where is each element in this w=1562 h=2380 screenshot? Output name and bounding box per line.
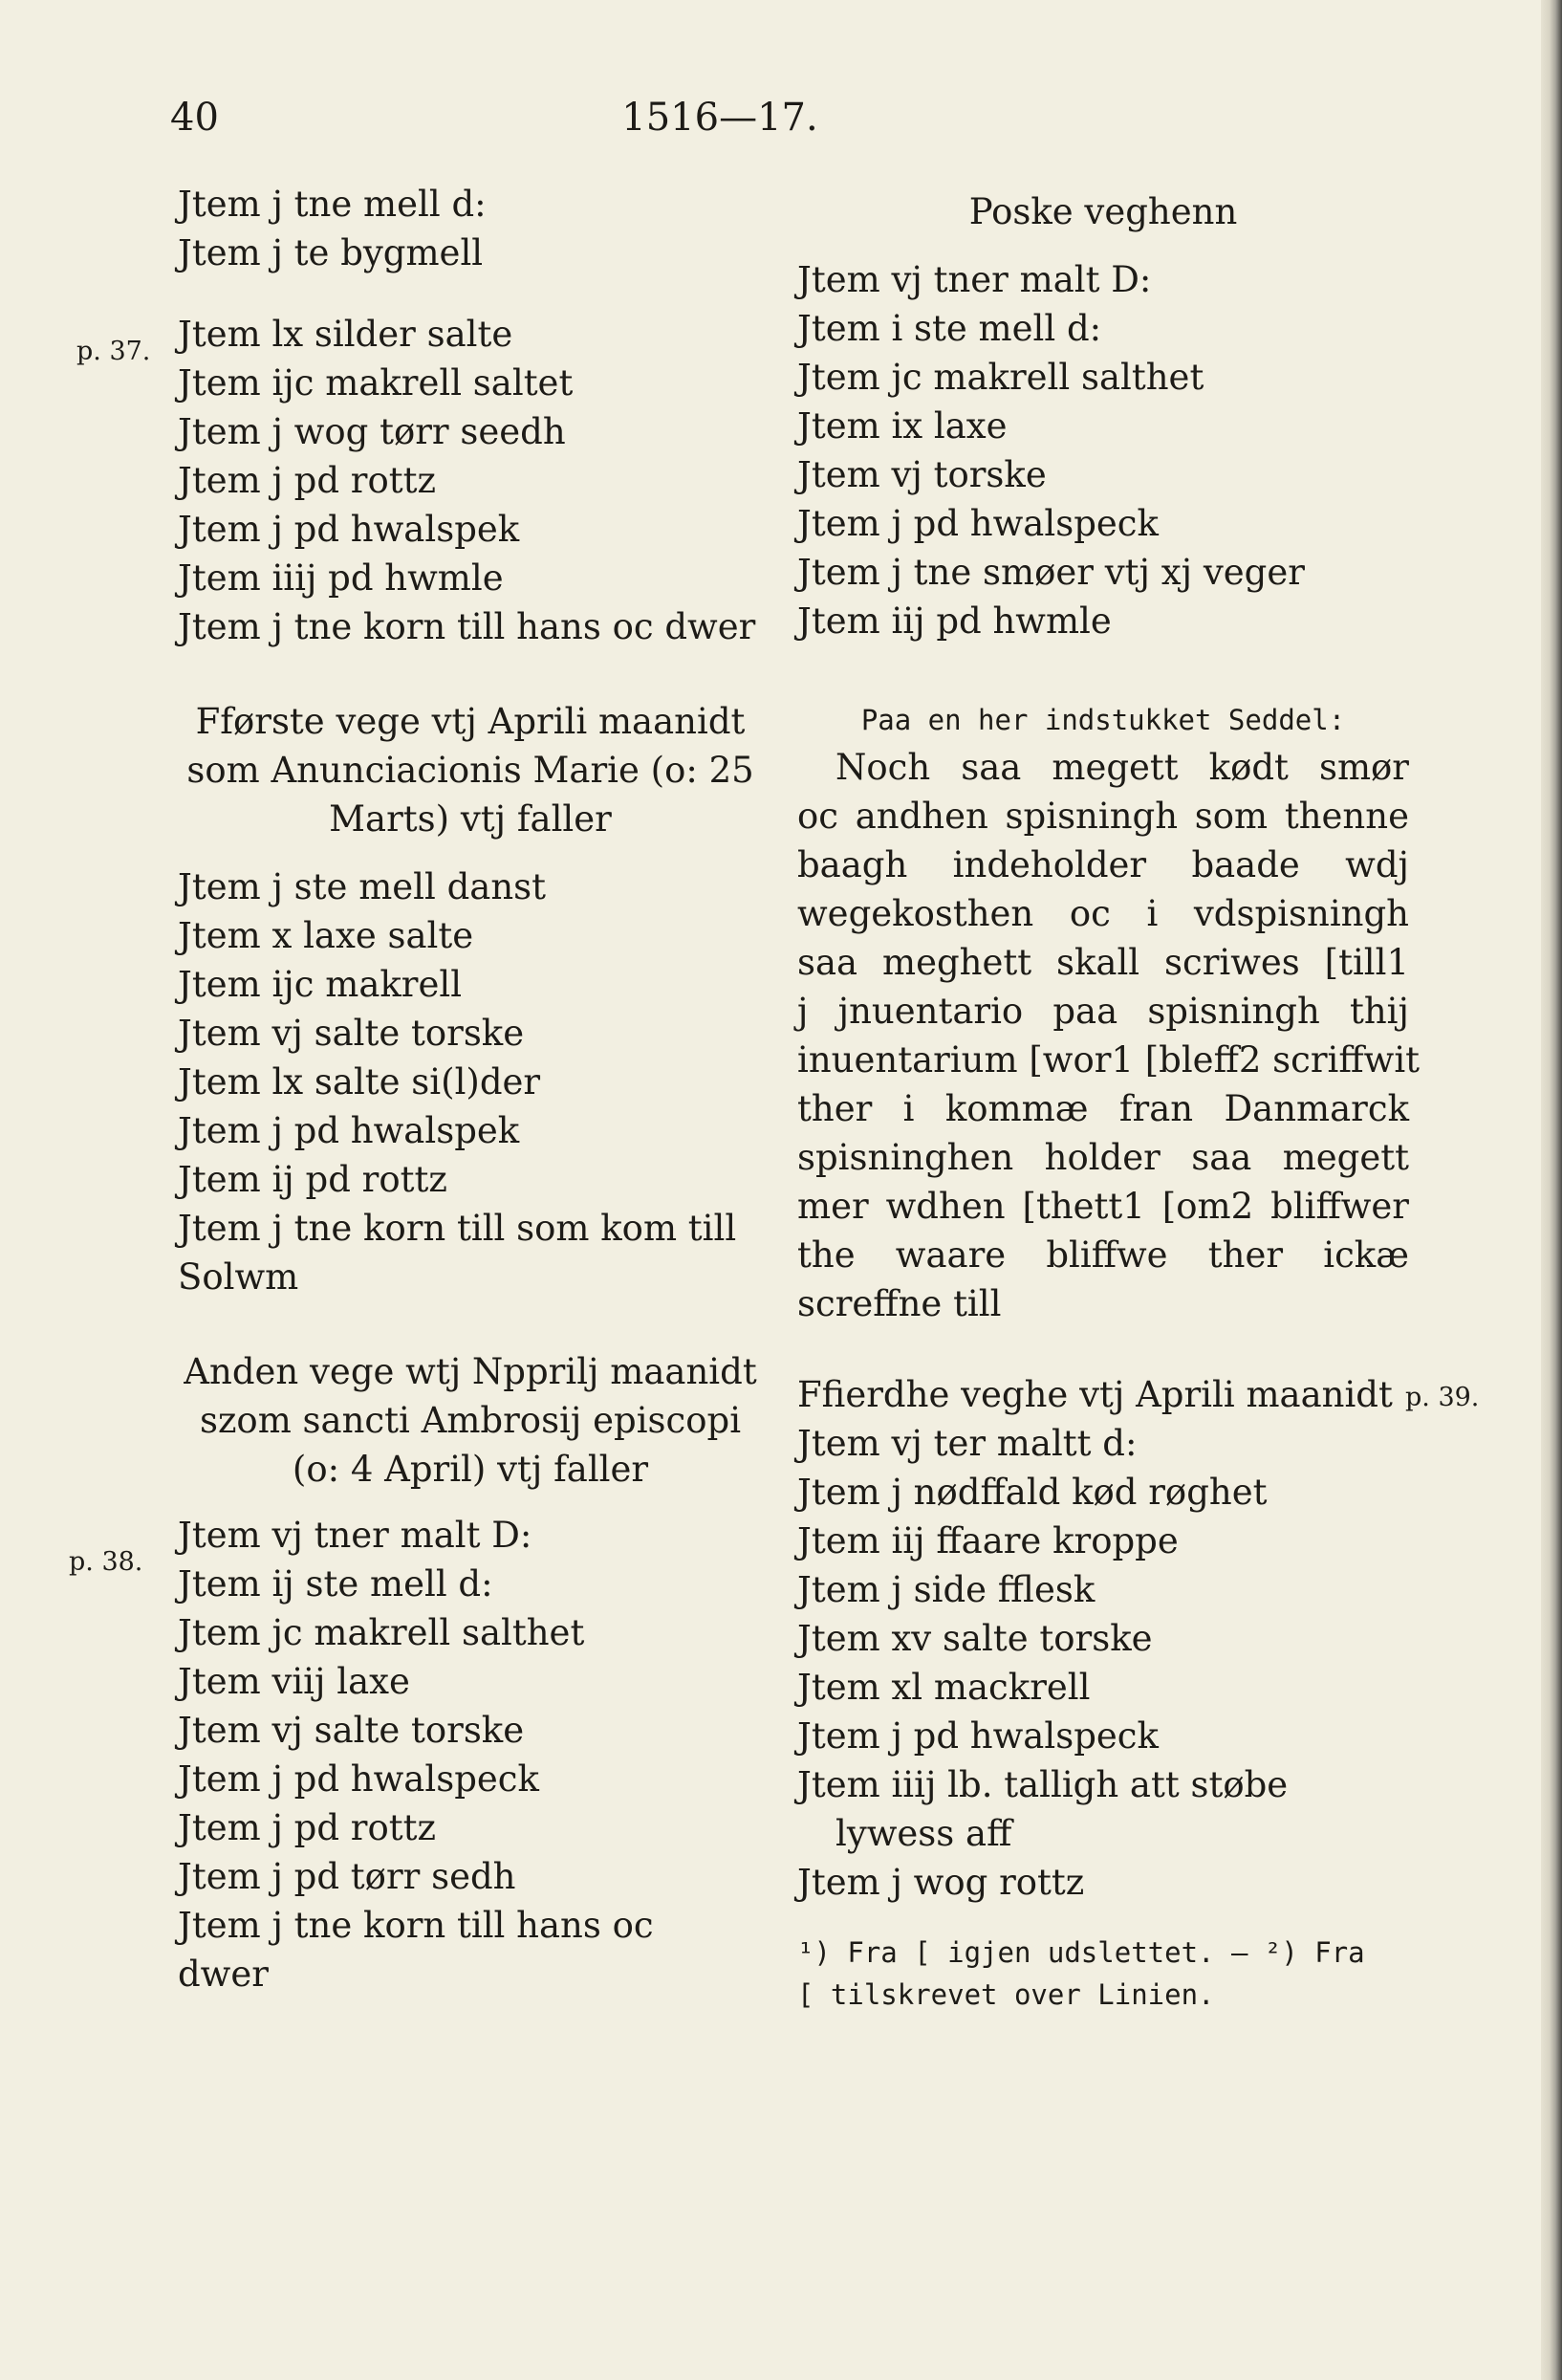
entry-line: dwer xyxy=(178,1954,269,1995)
heading-line: Fførste vege vtj Aprili maanidt xyxy=(195,701,746,742)
entry-line: Jtem jc makrell salthet xyxy=(797,357,1204,398)
entry-line: Jtem jc makrell salthet xyxy=(178,1612,585,1653)
week1-heading xyxy=(178,697,763,843)
entry-line: Jtem j pd rottz xyxy=(178,1807,437,1848)
entry-line: Jtem ix laxe xyxy=(797,405,1008,447)
entry-line: Jtem vj salte torske xyxy=(178,1013,525,1054)
note-line: the waare bliffwe ther ickæ xyxy=(797,1234,1409,1276)
entry-line: Jtem lx silder salte xyxy=(178,314,513,355)
entry-line: Jtem j pd tørr sedh xyxy=(178,1856,516,1897)
entry-line: Jtem j tne korn till hans oc xyxy=(178,1905,654,1946)
footnote-line: [ tilskrevet over Linien. xyxy=(797,1978,1215,2011)
week4-heading: Ffierdhe veghe vtj Aprili maanidt xyxy=(797,1374,1393,1415)
entry-line: Jtem iiij lb. talligh att støbe xyxy=(797,1764,1289,1805)
inserted-note xyxy=(797,743,1421,1328)
entry-line: Jtem vj ter maltt d: xyxy=(797,1423,1138,1464)
week4-entries xyxy=(797,1419,1409,1907)
margin-note-p37: p. 37. xyxy=(76,337,151,366)
entry-line: Jtem xl mackrell xyxy=(797,1667,1091,1708)
entry-line: Jtem j nødffald kød røghet xyxy=(797,1472,1268,1513)
page-header-years: 1516—17. xyxy=(621,96,818,140)
entry-line: Jtem lx salte si(l)der xyxy=(178,1061,541,1103)
entry-line: lywess aff xyxy=(835,1813,1012,1854)
page-number: 40 xyxy=(170,96,219,140)
note-line: j jnuentario paa spisningh thij xyxy=(797,991,1409,1032)
margin-note-p39: p. 39. xyxy=(1405,1383,1480,1412)
entry-line: Jtem iij pd hwmle xyxy=(797,600,1112,642)
poske-title: Poske veghenn xyxy=(968,191,1238,232)
poske-entries xyxy=(797,255,1409,645)
entry-line: Jtem i ste mell d: xyxy=(797,308,1102,349)
footnotes xyxy=(797,1932,1409,2016)
entry-line: Jtem j wog rottz xyxy=(797,1862,1085,1903)
top-entries xyxy=(178,180,763,277)
entry-line: Jtem x laxe salte xyxy=(178,915,474,956)
entry-line: Solwm xyxy=(178,1256,299,1298)
entry-line: Jtem j pd hwalspek xyxy=(178,509,520,550)
entry-line: Jtem xv salte torske xyxy=(797,1618,1153,1659)
note-line: wegekosthen oc i vdspisningh xyxy=(797,893,1409,934)
entry-line: Jtem j pd hwalspeck xyxy=(178,1758,539,1800)
entry-line: Jtem j tne korn till som kom till xyxy=(178,1208,737,1249)
entry-line: Jtem j pd hwalspek xyxy=(178,1110,520,1151)
entry-line: Jtem j pd hwalspeck xyxy=(797,503,1159,544)
note-intro: Paa en her indstukket Seddel: xyxy=(860,704,1346,736)
entry-line: Jtem j te bygmell xyxy=(178,232,484,273)
page-edge xyxy=(1541,0,1562,2380)
note-line: baagh indeholder baade wdj xyxy=(797,844,1409,885)
right-column xyxy=(797,187,1421,2016)
note-line: ther i kommæ fran Danmarck xyxy=(797,1088,1409,1129)
entry-line: Jtem iiij pd hwmle xyxy=(178,557,504,599)
left-column xyxy=(178,180,763,1998)
entry-line: Jtem vj tner malt D: xyxy=(178,1515,532,1556)
heading-line: (o: 4 April) vtj faller xyxy=(292,1449,649,1490)
footnote-line: ¹) Fra [ igjen udslettet. — ²) Fra xyxy=(797,1936,1365,1969)
heading-line: szom sancti Ambrosij episcopi xyxy=(199,1400,742,1441)
entry-line: Jtem j side fflesk xyxy=(797,1569,1096,1610)
entry-line: Jtem ijc makrell saltet xyxy=(178,362,574,404)
entry-line: Jtem j tne korn till hans oc dwer xyxy=(178,606,756,647)
entry-line: Jtem ij pd rottz xyxy=(178,1159,447,1200)
entry-line: Jtem j tne smøer vtj xj veger xyxy=(797,552,1305,593)
heading-line: som Anunciacionis Marie (o: 25 xyxy=(186,750,754,791)
week1-entries xyxy=(178,862,763,1301)
entry-line: Jtem vj tner malt D: xyxy=(797,259,1152,300)
note-line: mer wdhen [thett1 [om2 bliffwer xyxy=(797,1186,1409,1227)
note-line: screffne till xyxy=(797,1283,1002,1324)
heading-line: Anden vege wtj Npprilj maanidt xyxy=(184,1351,757,1392)
note-line: Noch saa megett kødt smør xyxy=(835,747,1409,788)
margin-note-p38: p. 38. xyxy=(69,1547,143,1577)
entry-line: Jtem vj torske xyxy=(797,454,1047,495)
week2-entries xyxy=(178,1511,763,1998)
entry-line: Jtem viij laxe xyxy=(178,1661,410,1702)
entry-line: Jtem j wog tørr seedh xyxy=(178,411,566,452)
note-line: oc andhen spisningh som thenne xyxy=(797,796,1409,837)
entries-block-p37 xyxy=(178,310,763,651)
heading-line: Marts) vtj faller xyxy=(329,798,612,840)
entry-line: Jtem ij ste mell d: xyxy=(178,1563,493,1605)
note-line: inuentarium [wor1 [bleff2 scriffwit xyxy=(797,1039,1421,1081)
entry-line: Jtem j pd rottz xyxy=(178,460,437,501)
entry-line: Jtem iij ffaare kroppe xyxy=(797,1520,1179,1561)
week2-heading xyxy=(178,1347,763,1494)
note-line: spisninghen holder saa megett xyxy=(797,1137,1409,1178)
entry-line: Jtem ijc makrell xyxy=(178,964,463,1005)
entry-line: Jtem j tne mell d: xyxy=(178,184,487,225)
entry-line: Jtem j pd hwalspeck xyxy=(797,1715,1159,1757)
entry-line: Jtem vj salte torske xyxy=(178,1710,525,1751)
entry-line: Jtem j ste mell danst xyxy=(178,866,547,907)
note-line: saa meghett skall scriwes [till1 xyxy=(797,942,1409,983)
